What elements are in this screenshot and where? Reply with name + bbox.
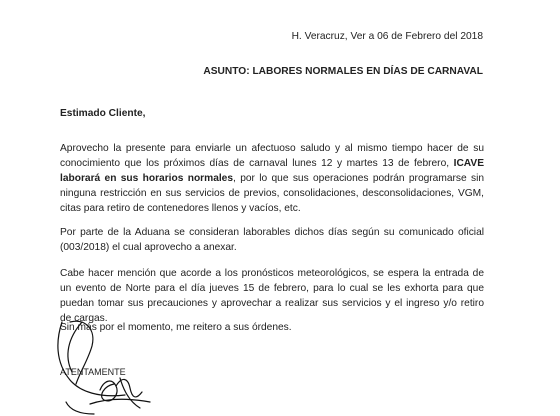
closing-atentamente: ATENTAMENTE <box>60 367 126 377</box>
paragraph1-text-a: Aprovecho la presente para enviarle un afectuoso saludo y al mismo tiempo hacer de su conocimiento que los próximos días de carnaval lunes 12 y martes 13 de febrero, <box>60 143 484 169</box>
subject-line: ASUNTO: LABORES NORMALES EN DÍAS DE CARNAVAL <box>203 66 483 77</box>
paragraph-weather: Cabe hacer mención que acorde a los pronósticos meteorológicos, se espera la entrada de un evento de Norte para el día jueves 15 de febrero, para lo cual se les exhorta para que puedan tomar sus precauciones y aprovechar a realizar sus servicios y el ingreso y/o retiro de cargas. <box>60 268 484 324</box>
greeting: Estimado Cliente, <box>60 108 146 119</box>
place-date: H. Veracruz, Ver a 06 de Febrero del 2018 <box>291 31 483 42</box>
paragraph1-bold: ICAVE laborará en sus horarios normales <box>60 158 484 184</box>
paragraph-customs: Por parte de la Aduana se consideran laborables dichos días según su comunicado oficial (003/2018) el cual aprovecho a anexar. <box>60 227 484 253</box>
paragraph-carnival-schedule <box>60 141 484 216</box>
paragraph-farewell: Sin más por el momento, me reitero a sus órdenes. <box>60 322 292 333</box>
paragraph1-text-b: , por lo que sus operaciones podrán programarse sin ninguna restricción en sus servicios de previos, consolidaciones, desconsolidaciones, VGM, citas para retiro de contenedores llenos y vacíos, etc. <box>60 173 484 214</box>
